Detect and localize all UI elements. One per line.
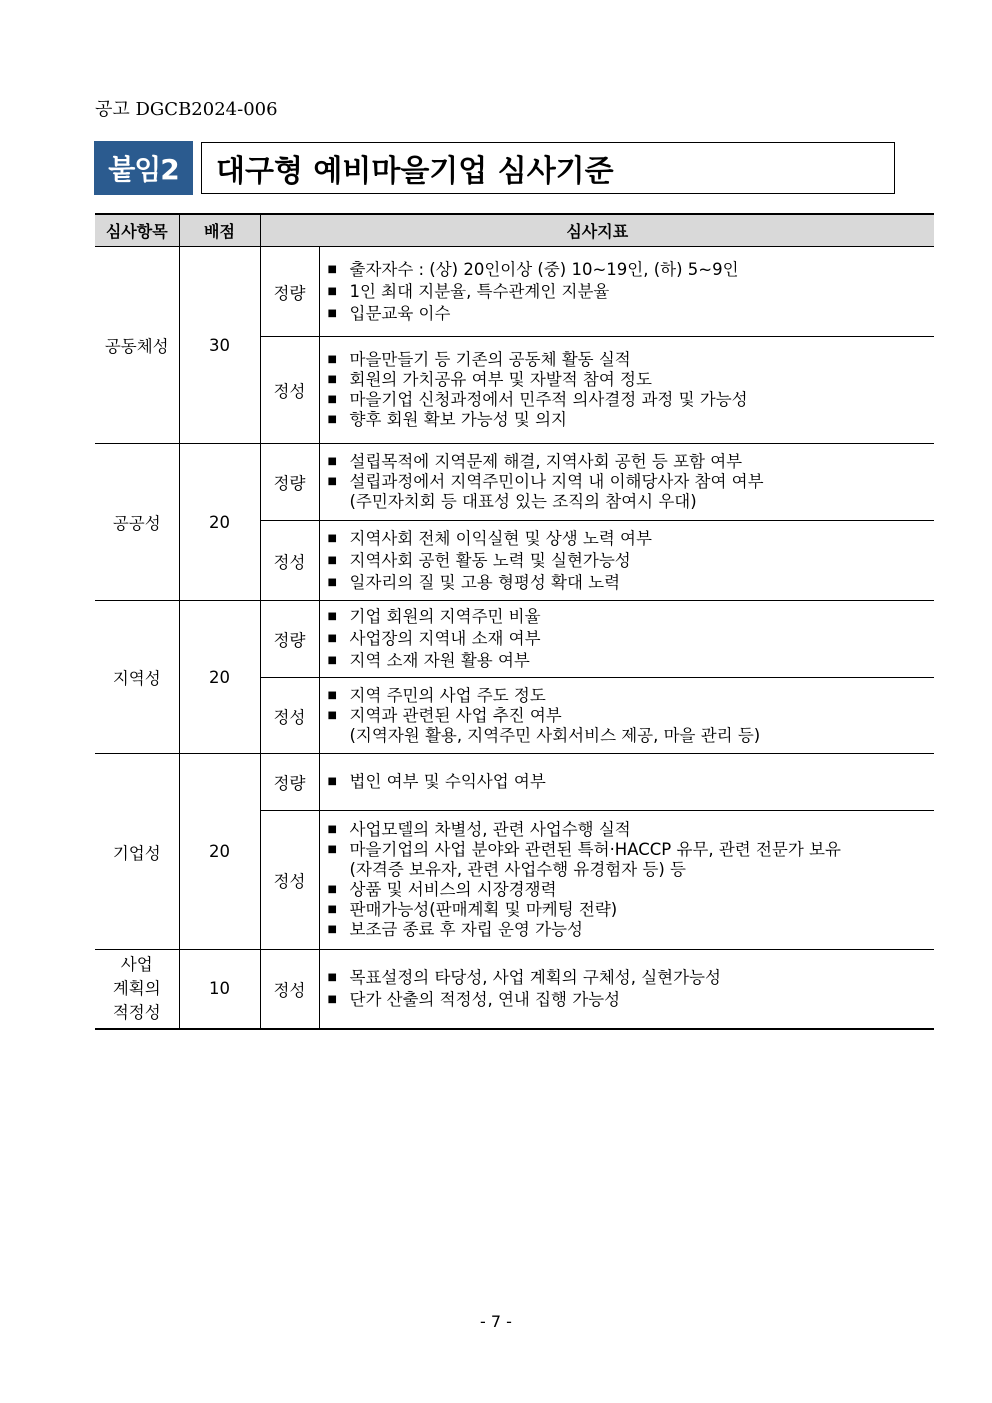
- score-cell: 20: [179, 601, 260, 754]
- list-item-text: 법인 여부 및 수익사업 여부: [349, 772, 546, 791]
- list-item-text: 지역 소재 자원 활용 여부: [349, 651, 530, 670]
- list-item: [328, 686, 935, 706]
- list-item-text: 입문교육 이수: [349, 303, 451, 323]
- category-cell: 공동체성: [95, 247, 179, 444]
- square-bullet-icon: ■: [327, 307, 337, 319]
- square-bullet-icon: ■: [327, 993, 337, 1005]
- list-item-continuation: (주민자치회 등 대표성 있는 조직의 참여시 우대): [349, 492, 697, 511]
- square-bullet-icon: ■: [327, 354, 337, 365]
- table-row: [95, 950, 934, 1029]
- square-bullet-icon: ■: [327, 394, 337, 405]
- square-bullet-icon: ■: [327, 456, 337, 467]
- table-row: [95, 754, 934, 811]
- indicator-list-cell: [319, 444, 934, 521]
- list-item: [328, 370, 935, 390]
- square-bullet-icon: ■: [327, 844, 337, 855]
- indicator-list-cell: [319, 337, 934, 444]
- square-bullet-icon: ■: [327, 532, 337, 544]
- list-item-text: 지역 주민의 사업 주도 정도: [349, 685, 546, 705]
- list-item-text: 설립과정에서 지역주민이나 지역 내 이해당사자 참여 여부: [349, 472, 764, 491]
- list-item: [328, 529, 935, 549]
- list-item: [328, 920, 935, 940]
- square-bullet-icon: ■: [327, 824, 337, 835]
- square-bullet-icon: ■: [327, 476, 337, 487]
- list-item-text: 보조금 종료 후 자립 운영 가능성: [349, 920, 583, 939]
- indicator-list-cell: [319, 521, 934, 601]
- list-item: [328, 472, 935, 492]
- criteria-body: [95, 247, 934, 1029]
- table-row: [95, 444, 934, 521]
- evaluation-criteria-table: [95, 213, 934, 1030]
- score-cell: 30: [179, 247, 260, 444]
- square-bullet-icon: ■: [327, 689, 337, 701]
- list-item-text: 마을기업의 사업 분야와 관련된 특허·HACCP 유무, 관련 전문가 보유: [349, 840, 841, 859]
- list-item-text: 회원의 가치공유 여부 및 자발적 참여 정도: [349, 370, 652, 389]
- square-bullet-icon: ■: [327, 285, 337, 297]
- square-bullet-icon: ■: [327, 924, 337, 935]
- square-bullet-icon: ■: [327, 904, 337, 915]
- square-bullet-icon: ■: [327, 611, 337, 622]
- indicator-list-cell: [319, 754, 934, 811]
- list-item: [328, 651, 935, 671]
- indicator-type-cell: 정성: [260, 678, 319, 754]
- list-item: [328, 880, 935, 900]
- header-indicators: 심사지표: [260, 214, 934, 247]
- score-cell: 10: [179, 950, 260, 1029]
- square-bullet-icon: ■: [327, 971, 337, 983]
- list-item: [328, 968, 935, 988]
- list-item-text: 출자자수 : (상) 20인이상 (중) 10~19인, (하) 5~9인: [349, 259, 739, 279]
- square-bullet-icon: ■: [327, 263, 337, 275]
- square-bullet-icon: ■: [327, 776, 337, 787]
- indicator-type-cell: 정성: [260, 811, 319, 950]
- list-item-text: 설립목적에 지역문제 해결, 지역사회 공헌 등 포함 여부: [349, 452, 743, 471]
- category-cell: [95, 950, 179, 1029]
- list-item-text: 사업장의 지역내 소재 여부: [349, 629, 541, 648]
- list-item-text: 마을기업 신청과정에서 민주적 의사결정 과정 및 가능성: [349, 390, 748, 409]
- table-row: [95, 601, 934, 678]
- list-item-text: 판매가능성(판매계획 및 마케팅 전략): [349, 900, 618, 919]
- square-bullet-icon: ■: [327, 576, 337, 588]
- list-item-text: 지역사회 전체 이익실현 및 상생 노력 여부: [349, 528, 652, 548]
- list-item-text: 지역과 관련된 사업 추진 여부: [349, 705, 562, 725]
- table-row: [95, 247, 934, 337]
- header-score: 배점: [179, 214, 260, 247]
- list-item: [328, 452, 935, 472]
- indicator-type-cell: 정량: [260, 444, 319, 521]
- indicator-type-cell: 정량: [260, 247, 319, 337]
- list-item-text: 단가 산출의 적정성, 연내 집행 가능성: [349, 989, 621, 1009]
- list-item: [328, 900, 935, 920]
- category-cell: 지역성: [95, 601, 179, 754]
- indicator-list-cell: [319, 678, 934, 754]
- square-bullet-icon: ■: [327, 554, 337, 566]
- square-bullet-icon: ■: [327, 414, 337, 425]
- score-cell: 20: [179, 444, 260, 601]
- list-item: [328, 260, 935, 280]
- list-item: [328, 350, 935, 370]
- category-cell: 공공성: [95, 444, 179, 601]
- page-number: - 7 -: [480, 1312, 512, 1331]
- attachment-badge: 붙임2: [94, 141, 193, 195]
- list-item: [328, 282, 935, 302]
- document-title: 대구형 예비마을기업 심사기준: [201, 142, 895, 194]
- list-item: [328, 820, 935, 840]
- category-line: 계획의: [112, 978, 161, 998]
- list-item-text: 목표설정의 타당성, 사업 계획의 구체성, 실현가능성: [349, 967, 721, 987]
- list-item-text: 1인 최대 지분율, 특수관계인 지분율: [349, 281, 610, 301]
- indicator-list-cell: [319, 811, 934, 950]
- list-item: [328, 304, 935, 324]
- list-item-text: 지역사회 공헌 활동 노력 및 실현가능성: [349, 550, 631, 570]
- notice-number: 공고 DGCB2024-006: [95, 99, 278, 120]
- square-bullet-icon: ■: [327, 633, 337, 644]
- indicator-type-cell: 정성: [260, 521, 319, 601]
- category-line: 사업: [120, 954, 153, 974]
- list-item-text: 일자리의 질 및 고용 형평성 확대 노력: [349, 572, 621, 592]
- list-item-text: 기업 회원의 지역주민 비율: [349, 607, 541, 626]
- square-bullet-icon: ■: [327, 374, 337, 385]
- score-cell: 20: [179, 754, 260, 950]
- list-item: [328, 772, 935, 792]
- square-bullet-icon: ■: [327, 884, 337, 895]
- indicator-list-cell: [319, 247, 934, 337]
- list-item: [328, 410, 935, 430]
- list-item: [328, 551, 935, 571]
- list-item-text: 향후 회원 확보 가능성 및 의지: [349, 410, 567, 429]
- indicator-type-cell: 정량: [260, 601, 319, 678]
- list-item: [328, 607, 935, 627]
- category-cell: 기업성: [95, 754, 179, 950]
- list-item-text: 상품 및 서비스의 시장경쟁력: [349, 880, 557, 899]
- indicator-type-cell: 정량: [260, 754, 319, 811]
- list-item-continuation: (지역자원 활용, 지역주민 사회서비스 제공, 마을 관리 등): [349, 725, 761, 745]
- square-bullet-icon: ■: [327, 709, 337, 721]
- list-item: [328, 706, 935, 726]
- indicator-type-cell: 정성: [260, 337, 319, 444]
- indicator-list-cell: [319, 601, 934, 678]
- indicator-list-cell: [319, 950, 934, 1029]
- list-item-continuation: (자격증 보유자, 관련 사업수행 유경험자 등) 등: [349, 860, 686, 879]
- table-header-row: [95, 214, 934, 247]
- list-item: [328, 629, 935, 649]
- list-item: [328, 573, 935, 593]
- list-item: [328, 840, 935, 860]
- square-bullet-icon: ■: [327, 655, 337, 666]
- list-item: [328, 390, 935, 410]
- category-line: 적정성: [112, 1002, 161, 1022]
- header-category: 심사항목: [95, 214, 179, 247]
- indicator-type-cell: 정성: [260, 950, 319, 1029]
- list-item: [328, 990, 935, 1010]
- list-item-text: 마을만들기 등 기존의 공동체 활동 실적: [349, 350, 631, 369]
- list-item-text: 사업모델의 차별성, 관련 사업수행 실적: [349, 820, 631, 839]
